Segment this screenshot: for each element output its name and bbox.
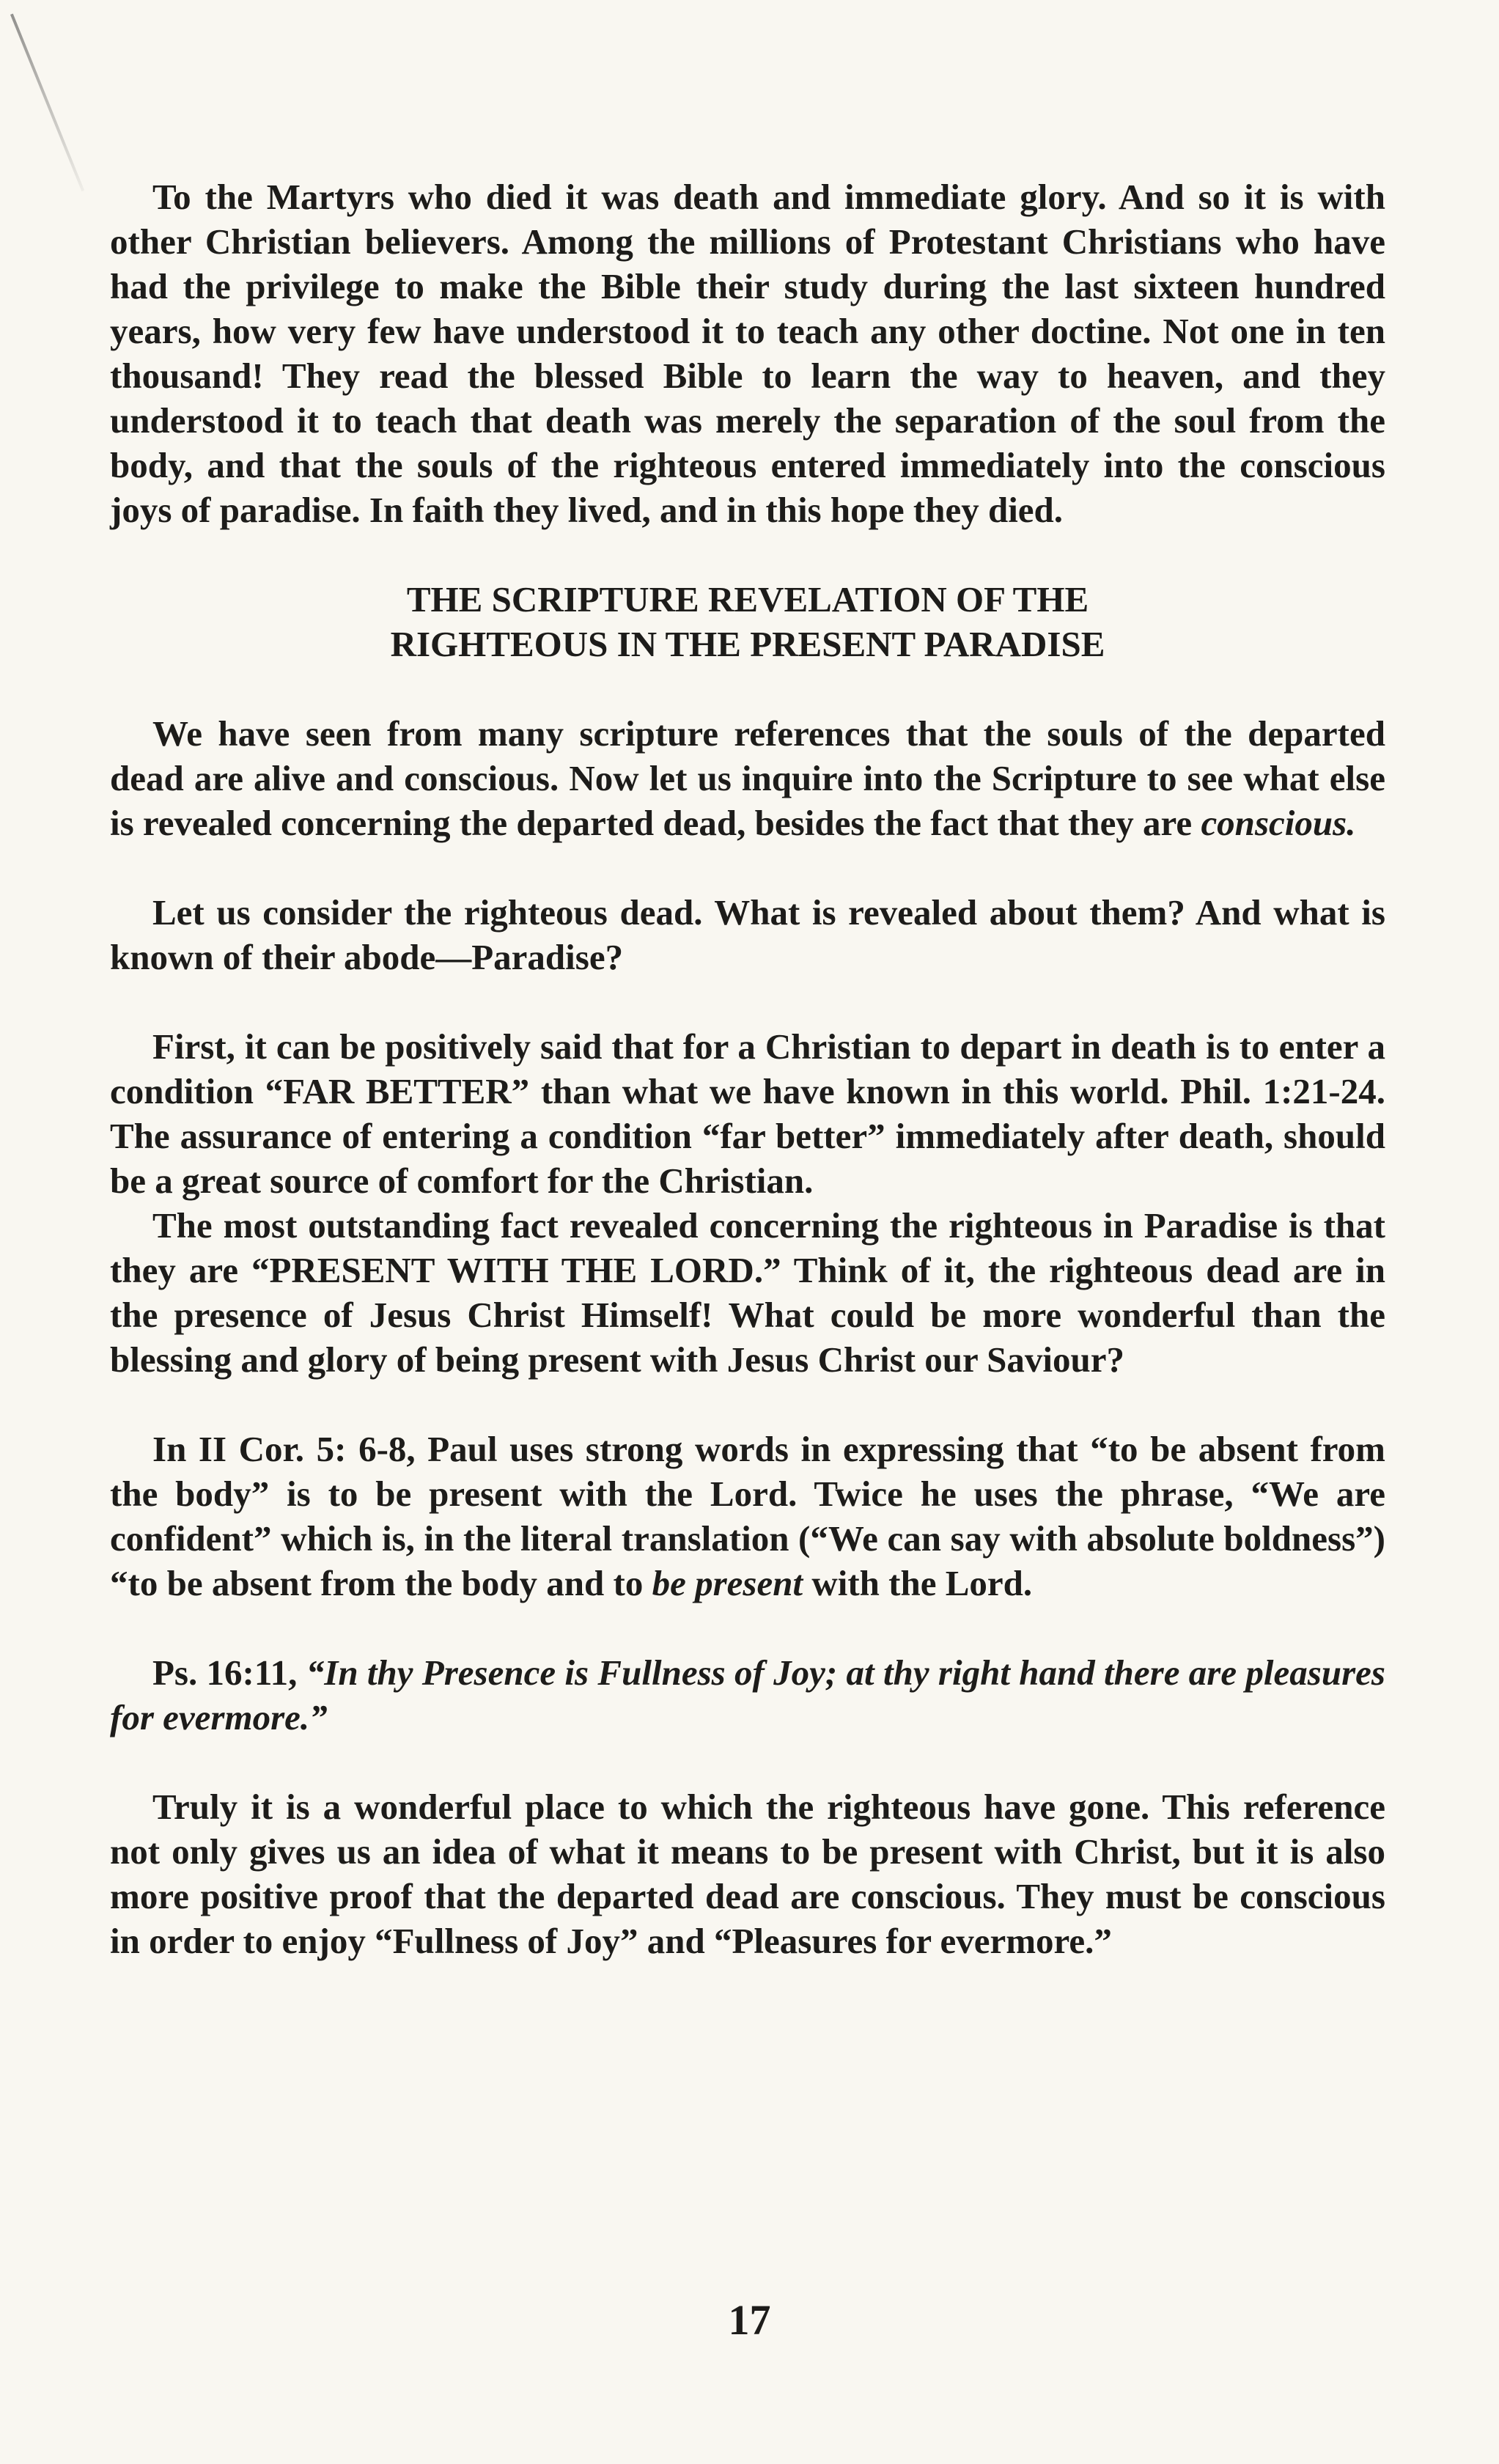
paragraph-psalm-quote xyxy=(110,1650,1385,1740)
psalm-quote-text: “In thy Presence is Fullness of Joy; at thy right hand there are pleasures for evermore.” xyxy=(110,1652,1385,1737)
page-body xyxy=(110,174,1385,1963)
section-heading-line-2: RIGHTEOUS IN THE PRESENT PARADISE xyxy=(390,624,1105,664)
paragraph-wonderful-place: Truly it is a wonderful place to which the righteous have gone. This reference not only gives us an idea of what it means to be present with Christ, but it is also more positive proof that the departed dead are conscious. They must be conscious in order to enjoy “Fullness of Joy” and “Pleasures for evermore.” xyxy=(110,1787,1385,1961)
paragraph-second-corinthians xyxy=(110,1427,1385,1606)
paragraph-second-corinthians-text-b: with the Lord. xyxy=(803,1563,1033,1603)
paragraph-martyrs: To the Martyrs who died it was death and immediate glory. And so it is with other Christian believers. Among the millions of Protestant Christians who have had the privilege to make the Bible their study during the last sixteen hundred years, how very few have understood it to teach any other doctine. Not one in ten thousand! They read the blessed Bible to learn the way to heaven, and they understood it to teach that death was merely the separation of the soul from the body, and that the souls of the righteous entered immediately into the conscious joys of paradise. In faith they lived, and in this hope they died. xyxy=(110,177,1385,530)
paragraph-righteous-dead: Let us consider the righteous dead. What is revealed about them? And what is known of their abode—Paradise? xyxy=(110,892,1385,977)
paragraph-second-corinthians-text-a: In II Cor. 5: 6-8, Paul uses strong words in expressing that “to be absent from the body” is to be present with the Lord. Twice he uses the phrase, “We are confident” which is, in the literal translation (“We can say with absolute boldness”) “to be absent from the body and to xyxy=(110,1429,1385,1603)
psalm-reference: Ps. 16:11, xyxy=(152,1652,306,1693)
page-crease-mark xyxy=(10,14,84,192)
paragraph-present-with-lord: The most outstanding fact revealed concerning the righteous in Paradise is that they are “PRESENT WITH THE LORD.” Think of it, the righteous dead are in the presence of Jesus Christ Himself! What could be more wonderful than the blessing and glory of being present with Jesus Christ our Saviour? xyxy=(110,1205,1385,1380)
page-number: 17 xyxy=(728,2296,771,2344)
paragraph-conscious-emphasis: conscious. xyxy=(1201,803,1356,843)
paragraph-conscious xyxy=(110,711,1385,845)
section-heading-line-1: THE SCRIPTURE REVELATION OF THE xyxy=(406,579,1089,619)
paragraph-far-better: First, it can be positively said that for a Christian to depart in death is to enter a condition “FAR BETTER” than what we have known in this world. Phil. 1:21-24. The assurance of entering a condition “far better” immediately after death, should be a great source of comfort for the Christian. xyxy=(110,1026,1385,1201)
paragraph-second-corinthians-emphasis: be present xyxy=(652,1563,803,1603)
paragraph-conscious-text: We have seen from many scripture references that the souls of the departed dead are alive and conscious. Now let us inquire into the Scripture to see what else is revealed concerning the departed dead, besides the fact that they are xyxy=(110,713,1385,843)
section-heading xyxy=(110,577,1385,666)
